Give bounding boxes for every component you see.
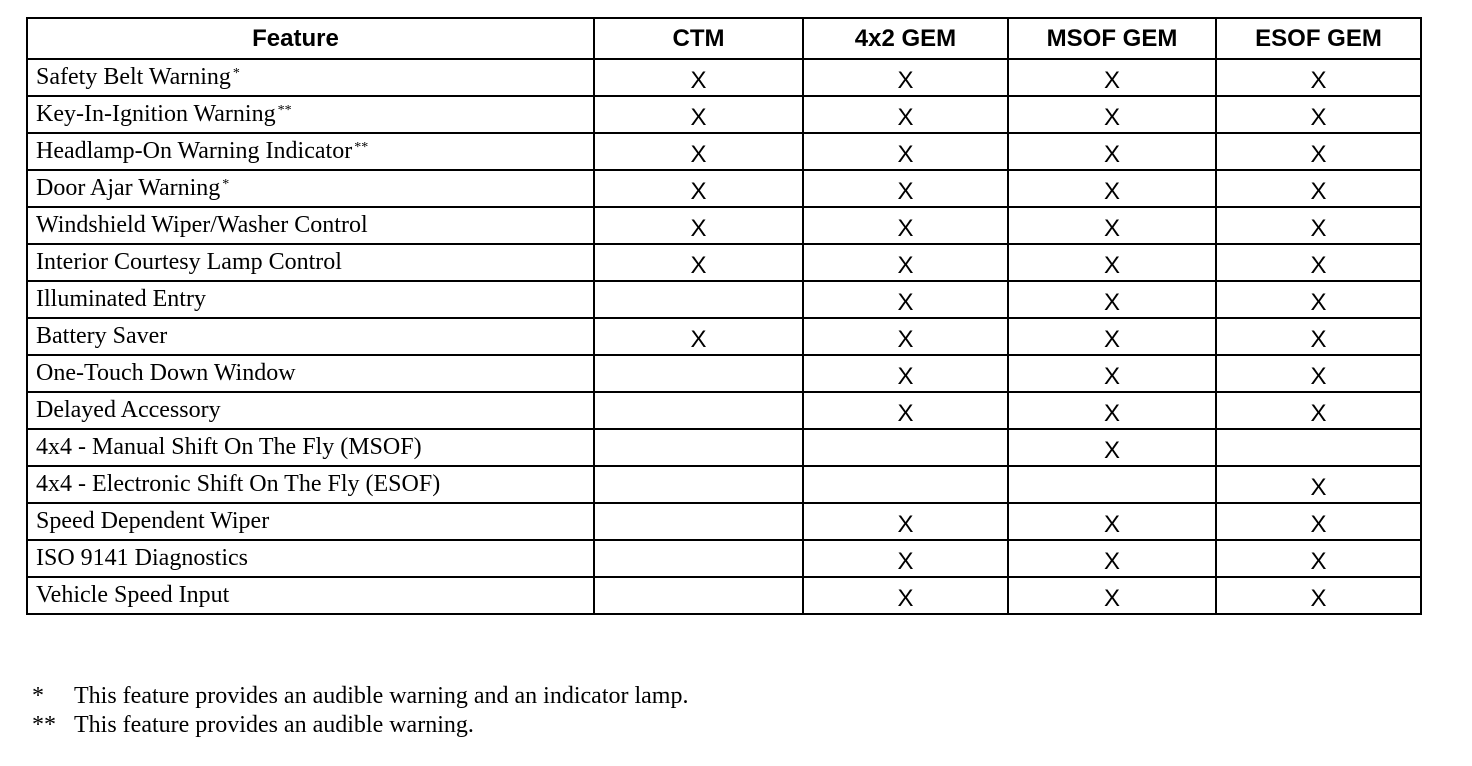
mark-cell-esof-gem: X <box>1216 133 1421 170</box>
mark-cell-msof-gem: X <box>1008 207 1216 244</box>
mark-cell-esof-gem: X <box>1216 503 1421 540</box>
mark-cell-msof-gem: X <box>1008 318 1216 355</box>
feature-name-cell <box>27 96 594 133</box>
mark-cell-esof-gem: X <box>1216 207 1421 244</box>
mark-cell-esof-gem: X <box>1216 540 1421 577</box>
mark-cell-msof-gem: X <box>1008 540 1216 577</box>
mark-cell-esof-gem: X <box>1216 59 1421 96</box>
mark-cell-ctm <box>594 577 803 614</box>
table-row <box>27 281 1421 318</box>
column-header-msof-gem: MSOF GEM <box>1008 18 1216 59</box>
mark-cell-msof-gem: X <box>1008 355 1216 392</box>
feature-name-cell <box>27 429 594 466</box>
mark-cell-esof-gem: X <box>1216 170 1421 207</box>
mark-cell-4x2-gem: X <box>803 318 1008 355</box>
feature-name-cell <box>27 466 594 503</box>
feature-table <box>26 17 1422 615</box>
mark-cell-ctm <box>594 429 803 466</box>
feature-name-cell <box>27 355 594 392</box>
mark-cell-esof-gem: X <box>1216 96 1421 133</box>
mark-cell-esof-gem: X <box>1216 466 1421 503</box>
feature-name: Delayed Accessory <box>36 397 221 423</box>
mark-cell-ctm: X <box>594 59 803 96</box>
table-row <box>27 503 1421 540</box>
feature-name: Illuminated Entry <box>36 286 206 312</box>
footnotes <box>32 682 688 740</box>
feature-note-marker: * <box>222 177 230 192</box>
mark-cell-msof-gem: X <box>1008 577 1216 614</box>
mark-cell-4x2-gem: X <box>803 577 1008 614</box>
mark-cell-msof-gem: X <box>1008 133 1216 170</box>
footnote-marker: * <box>32 683 44 709</box>
mark-cell-4x2-gem: X <box>803 96 1008 133</box>
mark-cell-4x2-gem: X <box>803 281 1008 318</box>
mark-cell-ctm <box>594 503 803 540</box>
footnote-text: This feature provides an audible warning. <box>74 712 474 738</box>
column-header-esof-gem: ESOF GEM <box>1216 18 1421 59</box>
mark-cell-4x2-gem: X <box>803 207 1008 244</box>
feature-name: ISO 9141 Diagnostics <box>36 545 248 571</box>
table-row <box>27 466 1421 503</box>
table-row <box>27 577 1421 614</box>
feature-name: Speed Dependent Wiper <box>36 508 270 534</box>
feature-name: Windshield Wiper/Washer Control <box>36 212 368 238</box>
table-row <box>27 540 1421 577</box>
mark-cell-esof-gem: X <box>1216 318 1421 355</box>
feature-name-cell <box>27 207 594 244</box>
feature-name: 4x4 - Manual Shift On The Fly (MSOF) <box>36 434 422 460</box>
mark-cell-msof-gem: X <box>1008 170 1216 207</box>
mark-cell-msof-gem: X <box>1008 59 1216 96</box>
table-row <box>27 429 1421 466</box>
feature-name: Key-In-Ignition Warning <box>36 101 276 127</box>
feature-note-marker: * <box>232 66 240 81</box>
table-body <box>27 59 1421 614</box>
mark-cell-ctm: X <box>594 207 803 244</box>
mark-cell-4x2-gem: X <box>803 59 1008 96</box>
mark-cell-4x2-gem: X <box>803 170 1008 207</box>
mark-cell-4x2-gem: X <box>803 244 1008 281</box>
mark-cell-msof-gem: X <box>1008 96 1216 133</box>
feature-name: 4x4 - Electronic Shift On The Fly (ESOF) <box>36 471 441 497</box>
mark-cell-msof-gem: X <box>1008 429 1216 466</box>
mark-cell-4x2-gem: X <box>803 133 1008 170</box>
mark-cell-esof-gem: X <box>1216 355 1421 392</box>
table-row <box>27 170 1421 207</box>
feature-name: Door Ajar Warning <box>36 175 221 201</box>
mark-cell-ctm <box>594 281 803 318</box>
feature-name-cell <box>27 133 594 170</box>
mark-cell-ctm <box>594 355 803 392</box>
mark-cell-msof-gem: X <box>1008 503 1216 540</box>
feature-name-cell <box>27 503 594 540</box>
mark-cell-ctm: X <box>594 170 803 207</box>
table-row <box>27 133 1421 170</box>
mark-cell-ctm: X <box>594 133 803 170</box>
mark-cell-msof-gem: X <box>1008 281 1216 318</box>
mark-cell-ctm: X <box>594 96 803 133</box>
mark-cell-4x2-gem: X <box>803 503 1008 540</box>
header-row <box>27 18 1421 59</box>
mark-cell-ctm <box>594 540 803 577</box>
feature-name-cell <box>27 170 594 207</box>
mark-cell-ctm <box>594 466 803 503</box>
feature-name-cell <box>27 281 594 318</box>
mark-cell-msof-gem <box>1008 466 1216 503</box>
mark-cell-msof-gem: X <box>1008 392 1216 429</box>
feature-note-marker: ** <box>354 140 369 155</box>
footnote-marker: ** <box>32 712 56 738</box>
footnote-double-asterisk <box>32 711 688 740</box>
table-row <box>27 96 1421 133</box>
feature-name: One-Touch Down Window <box>36 360 296 386</box>
feature-name-cell <box>27 318 594 355</box>
mark-cell-esof-gem <box>1216 429 1421 466</box>
feature-name-cell <box>27 59 594 96</box>
mark-cell-4x2-gem: X <box>803 355 1008 392</box>
mark-cell-esof-gem: X <box>1216 392 1421 429</box>
table-row <box>27 355 1421 392</box>
table-row <box>27 207 1421 244</box>
table-row <box>27 244 1421 281</box>
feature-name-cell <box>27 540 594 577</box>
table-row <box>27 392 1421 429</box>
mark-cell-esof-gem: X <box>1216 577 1421 614</box>
mark-cell-msof-gem: X <box>1008 244 1216 281</box>
mark-cell-ctm: X <box>594 318 803 355</box>
feature-name-cell <box>27 392 594 429</box>
mark-cell-4x2-gem <box>803 466 1008 503</box>
table-row <box>27 318 1421 355</box>
footnote-text: This feature provides an audible warning and an indicator lamp. <box>74 683 689 709</box>
mark-cell-esof-gem: X <box>1216 244 1421 281</box>
mark-cell-esof-gem: X <box>1216 281 1421 318</box>
feature-comparison-document <box>26 17 1422 615</box>
mark-cell-4x2-gem: X <box>803 392 1008 429</box>
feature-name: Safety Belt Warning <box>36 64 231 90</box>
feature-name-cell <box>27 244 594 281</box>
feature-note-marker: ** <box>277 103 292 118</box>
feature-name: Vehicle Speed Input <box>36 582 230 608</box>
mark-cell-4x2-gem: X <box>803 540 1008 577</box>
column-header-ctm: CTM <box>594 18 803 59</box>
mark-cell-ctm: X <box>594 244 803 281</box>
feature-name: Headlamp-On Warning Indicator <box>36 138 353 164</box>
column-header-4x2-gem: 4x2 GEM <box>803 18 1008 59</box>
feature-name: Battery Saver <box>36 323 168 349</box>
feature-name: Interior Courtesy Lamp Control <box>36 249 342 275</box>
feature-name-cell <box>27 577 594 614</box>
mark-cell-ctm <box>594 392 803 429</box>
mark-cell-4x2-gem <box>803 429 1008 466</box>
footnote-single-asterisk <box>32 682 688 711</box>
table-row <box>27 59 1421 96</box>
column-header-feature: Feature <box>27 18 594 59</box>
